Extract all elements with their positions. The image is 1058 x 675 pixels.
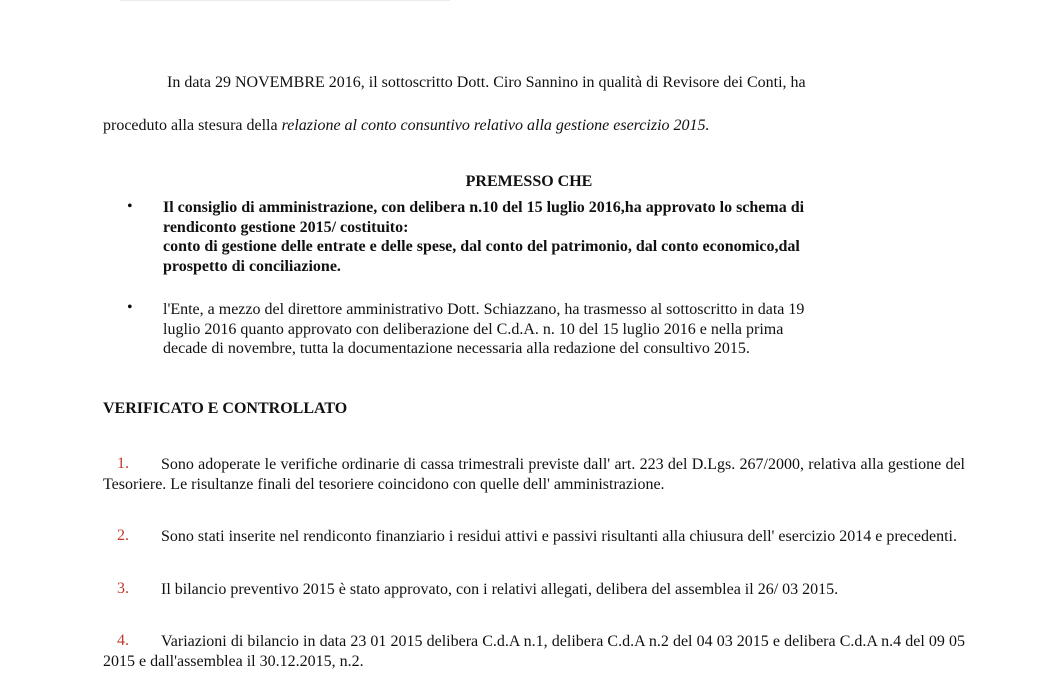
- bullet-1-line-3: conto di gestione delle entrate e delle spese, dal conto del patrimonio, dal conto economico,dal: [163, 238, 800, 255]
- bullet-1-line-1: Il consiglio di amministrazione, con delibera n.10 del 15 luglio 2016,ha approvato lo schema di: [163, 199, 805, 216]
- premesso-heading: PREMESSO CHE: [465, 173, 593, 190]
- bullet-1-line-2: rendiconto gestione 2015/ costituito:: [163, 218, 409, 236]
- bullet-1-line-4: prospetto di conciliazione.: [163, 257, 341, 275]
- verificato-item-4: Variazioni di bilancio in data 23 01 2015 delibera C.d.A n.1, delibera C.d.A n.2 del 04 03 2015 e delibera C.d.A n.4 del 09 05 2015 e dall'assemblea il 30.12.2015, n.2.: [103, 633, 965, 670]
- item-number: 3.: [117, 580, 129, 597]
- premesso-bullet-1: [163, 198, 965, 276]
- verificato-item-3: Il bilancio preventivo 2015 è stato approvato, con i relativi allegati, delibera del assemblea il 26/ 03 2015.: [161, 581, 839, 598]
- item-number: 1.: [117, 455, 129, 472]
- intro-line-2-plain: proceduto alla stesura della: [103, 117, 282, 134]
- premesso-bullet-2: [163, 300, 965, 359]
- item-number: 4.: [117, 632, 129, 649]
- intro-line-1: In data 29 NOVEMBRE 2016, il sottoscritto Dott. Ciro Sannino in qualità di Revisore dei Conti, ha: [167, 74, 806, 91]
- bullet-symbol: •: [127, 299, 133, 316]
- verificato-heading: VERIFICATO E CONTROLLATO: [103, 400, 348, 417]
- bullet-symbol: •: [127, 198, 133, 215]
- intro-line-2: [103, 116, 710, 136]
- item-number: 2.: [117, 527, 129, 544]
- intro-line-2-italic: relazione al conto consuntivo relativo alla gestione esercizio 2015.: [281, 117, 710, 134]
- bullet-2-line-3: decade di novembre, tutta la documentazione necessaria alla redazione del consultivo 2015.: [163, 340, 750, 357]
- bleed-through-line: [120, 0, 450, 9]
- verificato-item-2: Sono stati inserite nel rendiconto finanziario i residui attivi e passivi risultanti alla chiusura dell' esercizio 2014 e precedenti.: [161, 528, 957, 545]
- verificato-item-1: Sono adoperate le verifiche ordinarie di cassa trimestrali previste dall' art. 223 del D.Lgs. 267/2000, relativa alla gestione del Tesoriere. Le risultanze finali del tesoriere coincidono con quelle dell' amministrazione.: [103, 456, 965, 493]
- bullet-2-line-1: l'Ente, a mezzo del direttore amministrativo Dott. Schiazzano, ha trasmesso al sottoscritto in data 19: [163, 301, 805, 318]
- bullet-2-line-2: luglio 2016 quanto approvato con deliberazione del C.d.A. n. 10 del 15 luglio 2016 e nella prima: [163, 320, 784, 338]
